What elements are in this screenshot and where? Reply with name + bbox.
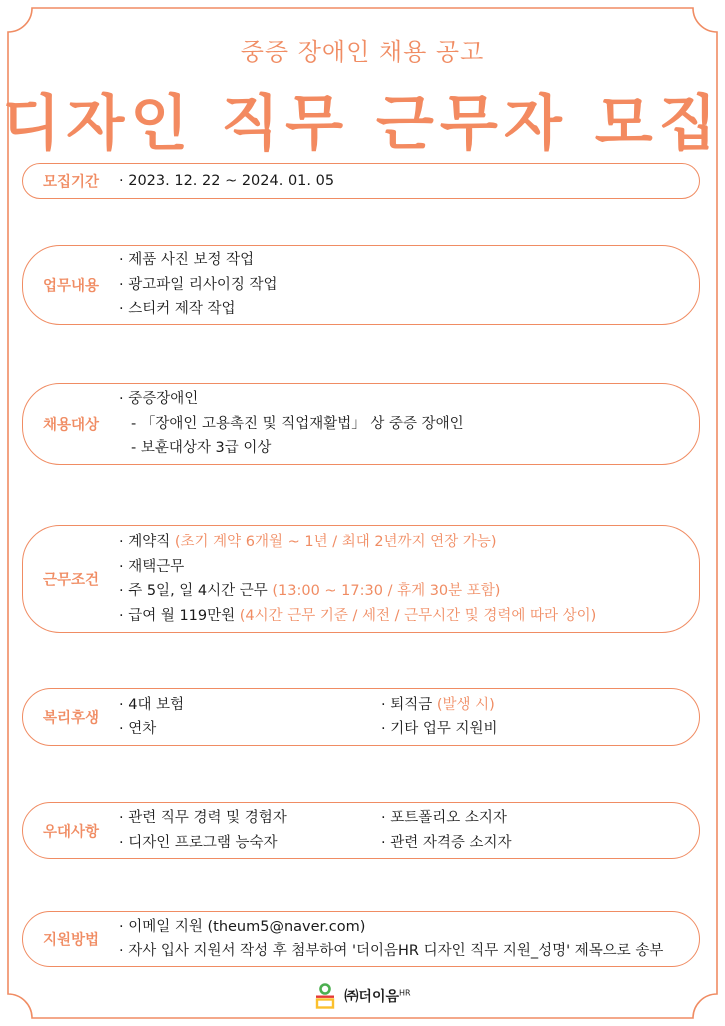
section-content-benefits [119,689,679,745]
benefit-text: · 퇴직금 [381,696,437,713]
section-content-apply [119,912,679,966]
list-item: · 제품 사진 보정 작업 [119,252,255,269]
condition-text: · 계약직 [119,534,175,550]
company-name [344,986,410,1006]
list-item [381,693,495,718]
list-item: · 4대 보험 [119,696,185,713]
benefits-row [119,693,679,718]
section-label-period: 모집기간 [42,174,100,191]
company-logo-icon [314,983,336,1009]
condition-text: · 재택근무 [119,558,185,575]
section-apply [22,911,700,967]
condition-text: · 급여 월 119만원 [119,607,240,624]
condition-text: · 주 5일, 일 4시간 근무 [119,583,273,599]
list-item: · 기타 업무 지원비 [381,721,498,737]
benefits-row [119,717,679,742]
section-period [22,163,700,199]
section-benefits [22,688,700,746]
list-item: · 스티커 제작 작업 [119,301,236,318]
list-item [119,530,679,555]
section-content-preferred [119,803,679,858]
section-content-period [119,164,679,198]
condition-note: (13:00 ~ 17:30 / 휴게 30분 포함) [272,583,501,599]
list-item: · 디자인 프로그램 능숙자 [119,834,278,851]
list-item [119,555,679,580]
section-duties [22,245,700,325]
company-name-main: ㈜더이음 [344,989,399,1005]
section-preferred [22,802,700,859]
section-target [22,383,700,465]
preferred-row [119,831,679,856]
section-label-target: 채용대상 [42,417,100,434]
notice-subtitle: 중증 장애인 채용 공고 [240,38,485,66]
section-label-duties: 업무내용 [42,278,100,295]
list-item: · 연차 [119,721,157,737]
section-label-apply: 지원방법 [42,932,100,949]
list-item [119,579,679,604]
list-item: · 포트폴리오 소지자 [381,810,507,826]
section-label-preferred: 우대사항 [42,824,100,840]
preferred-row [119,806,679,831]
section-content-conditions [119,526,679,632]
list-item: · 관련 직무 경력 및 경험자 [119,810,287,826]
list-item: · 관련 자격증 소지자 [381,834,512,851]
list-item: · 이메일 지원 (theum5@naver.com) [119,918,366,935]
period-value: · 2023. 12. 22 ~ 2024. 01. 05 [119,172,335,189]
list-item [119,604,679,629]
condition-note: (초기 계약 6개월 ~ 1년 / 최대 2년까지 연장 가능) [174,534,497,550]
list-item: · 중증장애인 [119,391,199,408]
list-item: · 자사 입사 지원서 작성 후 첨부하여 '더이음HR 디자인 직무 지원_성명' 제목으로 송부 [119,943,664,959]
section-content-target [119,384,679,464]
section-content-duties [119,246,679,324]
benefit-note: (발생 시) [436,696,495,713]
section-label-benefits: 복리후생 [42,710,100,727]
list-subitem: - 보훈대상자 3급 이상 [131,440,272,457]
section-label-conditions: 근무조건 [42,572,100,589]
list-subitem: - 「장애인 고용촉진 및 직업재활법」 상 중증 장애인 [131,415,464,432]
section-conditions [22,525,700,633]
company-name-suffix: HR [399,988,411,998]
list-item: · 광고파일 리사이징 작업 [119,276,278,293]
condition-note: (4시간 근무 기준 / 세전 / 근무시간 및 경력에 따라 상이) [239,607,597,624]
page-title: 디자인 직무 근무자 모집 [2,89,723,159]
company-footer [0,983,725,1009]
